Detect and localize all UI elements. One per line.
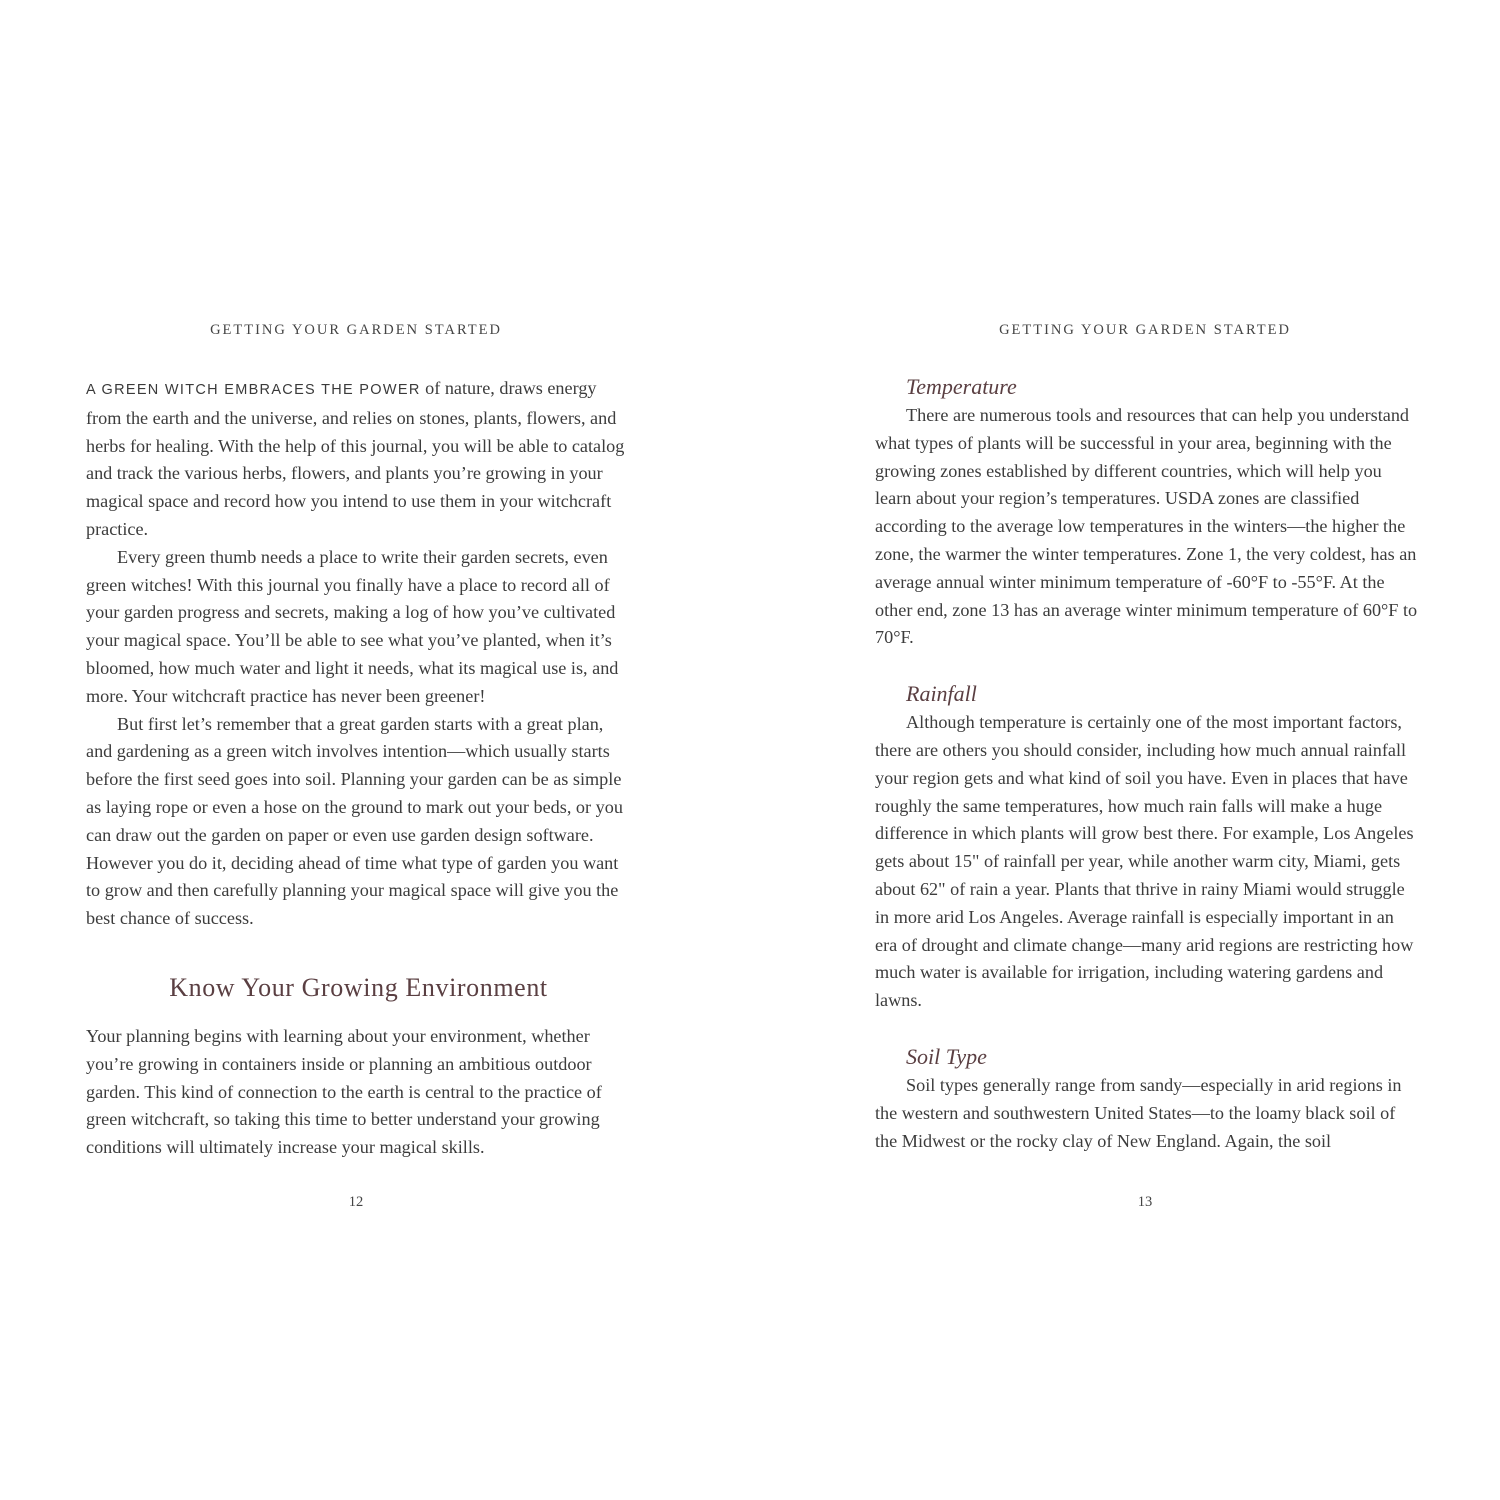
left-page	[86, 0, 631, 1500]
intro-lead-in: A GREEN WITCH EMBRACES THE POWER	[86, 382, 421, 398]
soil-type-heading: Soil Type	[906, 1043, 987, 1069]
intro-text: of nature, draws energy from the earth and the universe, and relies on stones, plants, flowers, and herbs for healing. With the help of this journal, you will be able to catalog and track the various herbs, flowers, and plants you’re growing in your magical space and record how you intend to use them in your witchcraft practice.	[86, 378, 625, 539]
page-number-right: 13	[1137, 1194, 1153, 1210]
temperature-heading: Temperature	[906, 374, 1017, 399]
running-head-right: GETTING YOUR GARDEN STARTED	[999, 322, 1291, 338]
paragraph-2: Every green thumb needs a place to write their garden secrets, even green witches! With this journal you finally have a place to record all of your garden progress and secrets, making a log of how you’ve cultivated your magical space. You’ll be able to see what you’ve planted, when it’s bloomed, how much water and light it needs, what its magical use is, and more. Your witchcraft practice has never been greener!	[86, 546, 619, 706]
temperature-paragraph: There are numerous tools and resources that can help you understand what types of plants will be successful in your area, beginning with the growing zones established by different countries, which will help you learn about your region’s temperatures. USDA zones are classified according to the average low temperatures in the winters—the higher the zone, the warmer the winter temperatures. Zone 1, the very coldest, has an average annual winter minimum temperature of -60°F to -55°F. At the other end, zone 13 has an average winter minimum temperature of 60°F to 70°F.	[875, 405, 1418, 648]
rainfall-heading: Rainfall	[906, 681, 977, 707]
right-page	[875, 0, 1420, 1500]
paragraph-3: But first let’s remember that a great garden starts with a great plan, and gardening as a green witch involves intention—which usually starts before the first seed goes into soil. Planning your garden can be as simple as laying rope or even a hose on the ground to mark out your beds, or you can draw out the garden on paper or even use garden design software. However you do it, deciding ahead of time what type of garden you want to grow and then carefully planning your magical space will give you the best chance of success.	[86, 713, 623, 929]
left-page-body	[86, 375, 631, 1162]
right-page-body	[875, 372, 1420, 1155]
page-number-left: 12	[348, 1194, 364, 1210]
intro-paragraph	[86, 375, 631, 544]
running-head-left: GETTING YOUR GARDEN STARTED	[210, 322, 502, 338]
section-paragraph: Your planning begins with learning about your environment, whether you’re growing in containers inside or planning an ambitious outdoor garden. This kind of connection to the earth is central to the practice of green witchcraft, so taking this time to better understand your growing conditions will ultimately increase your magical skills.	[86, 1025, 602, 1158]
section-heading: Know Your Growing Environment	[169, 972, 548, 1002]
soil-type-paragraph: Soil types generally range from sandy—especially in arid regions in the western and southwestern United States—to the loamy black soil of the Midwest or the rocky clay of New England. Again, the soil	[875, 1074, 1402, 1151]
rainfall-paragraph: Although temperature is certainly one of the most important factors, there are others you should consider, including how much annual rainfall your region gets and what kind of soil you have. Even in places that have roughly the same temperatures, how much rain falls will make a huge difference in which plants will grow best there. For example, Los Angeles gets about 15" of rainfall per year, while another warm city, Miami, gets about 62" of rain a year. Plants that thrive in rainy Miami would struggle in more arid Los Angeles. Average rainfall is especially important in an era of drought and climate change—many arid regions are restricting how much water is available for irrigation, including watering gardens and lawns.	[875, 712, 1414, 1011]
